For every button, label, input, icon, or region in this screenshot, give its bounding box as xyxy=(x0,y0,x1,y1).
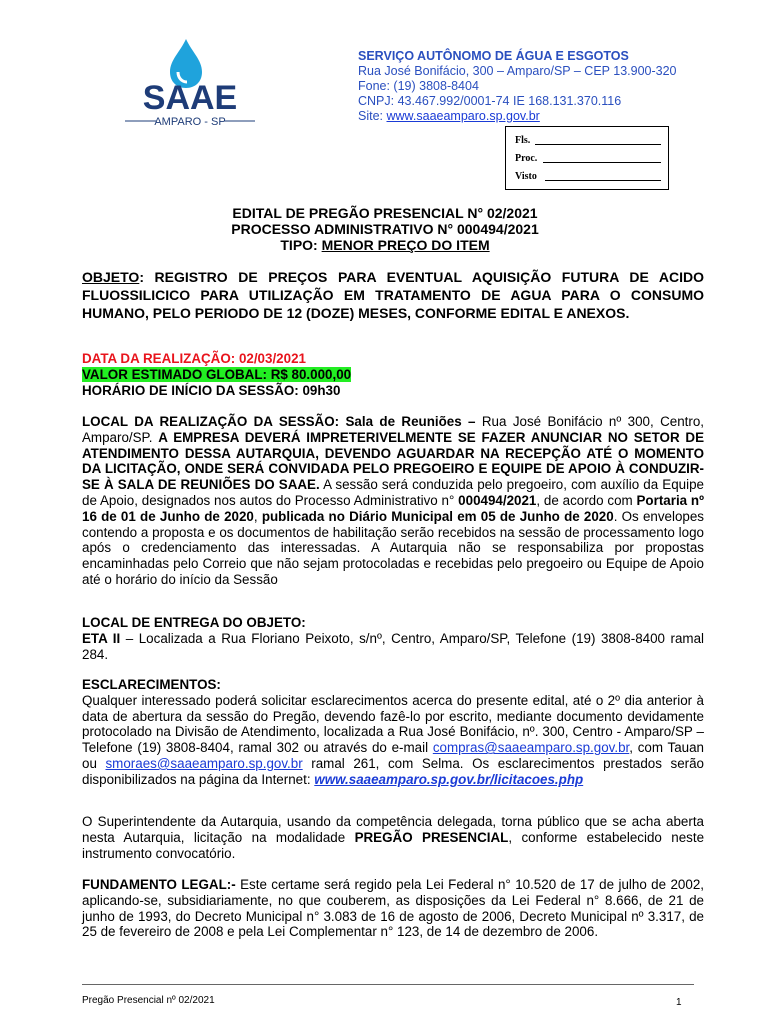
superintendente-paragraph: O Superintendente da Autarquia, usando da competência delegada, torna público que se acha aberta nesta Autarquia, licitação na modalidade PREGÃO PRESENCIAL, conforme estabelecido neste instrumento convocatório. xyxy=(82,814,705,861)
objeto-paragraph xyxy=(82,268,704,322)
site-link[interactable]: www.saaeamparo.sp.gov.br xyxy=(386,109,540,123)
title-edital: EDITAL DE PREGÃO PRESENCIAL N° 02/2021 xyxy=(232,205,538,221)
logo-subtext: AMPARO - SP xyxy=(154,116,226,128)
stamp-fls: Fls. xyxy=(515,135,531,146)
title-tipo: TIPO: MENOR PREÇO DO ITEM xyxy=(280,237,490,253)
title-tipo-value: MENOR PREÇO DO ITEM xyxy=(321,237,490,253)
title-processo: PROCESSO ADMINISTRATIVO N° 000494/2021 xyxy=(231,221,539,237)
objeto-label: OBJETO xyxy=(82,269,140,285)
objeto-text: : REGISTRO DE PREÇOS PARA EVENTUAL AQUISIÇÃO FUTURA DE ACIDO FLUOSSILICICO PARA UTILIZAÇÃO EM TRATAMENTO DE AGUA PARA O CONSUMO HUMANO, PELO PERIODO DE 12 (DOZE) MESES, CONFORME EDITAL E ANEXOS. xyxy=(82,269,704,321)
licitacoes-site-link[interactable]: www.saaeamparo.sp.gov.br/licitacoes.php xyxy=(314,771,584,787)
site-label: Site: xyxy=(358,109,387,123)
local-entrega-section: LOCAL DE ENTREGA DO OBJETO: ETA II – Localizada a Rua Floriano Peixoto, s/nº, Centro, Amparo/SP, Telefone (19) 3808-8400 ramal 284. xyxy=(82,615,705,662)
org-name: SERVIÇO AUTÔNOMO DE ÁGUA E ESGOTOS xyxy=(358,49,629,63)
esclarecimentos-section: ESCLARECIMENTOS: Qualquer interessado poderá solicitar esclarecimentos acerca do presente edital, até o 2º dia anterior à data de abertura da sessão do Pregão, devendo fazê-lo por escrito, mediante documento devidamente protocolado na Divisão de Atendimento, localizada a Rua José Bonifácio, nº. 300, Centro - Amparo/SP – Telefone (19) 3808-8404, ramal 302 ou através do e-mail compras@saaeamparo.sp.gov.br, com Tauan ou smoraes@saaeamparo.sp.gov.br ramal 261, com Selma. Os esclarecimentos prestados serão disponibilizados na página da Internet: www.saaeamparo.sp.gov.br/licitacoes.php xyxy=(82,677,704,787)
esclarecimentos-heading: ESCLARECIMENTOS: xyxy=(82,677,221,692)
org-header xyxy=(358,49,718,124)
saae-logo xyxy=(120,36,260,131)
protocol-stamp-box xyxy=(505,126,669,190)
local-sessao-label: LOCAL DA REALIZAÇÃO DA SESSÃO: Sala de Reuniões – xyxy=(82,414,476,429)
email-compras-link[interactable]: compras@saaeamparo.sp.gov.br xyxy=(432,740,630,756)
fundamento-legal-paragraph: FUNDAMENTO LEGAL:- Este certame será regido pela Lei Federal n° 10.520 de 17 de julho de 2002, aplicando-se, subsidiariamente, no que couberem, as disposições da Lei Federal n° 8.666, de 21 de junho de 1993, do Decreto Municipal n° 3.083 de 16 de agosto de 2006, Decreto Municipal nº 3.317, de 25 de fevereiro de 2008 e pela Lei Complementar n° 123, de 14 de dezembro de 2006. xyxy=(82,877,704,940)
horario-sessao: HORÁRIO DE INÍCIO DA SESSÃO: 09h30 xyxy=(82,383,341,398)
valor-estimado: VALOR ESTIMADO GLOBAL: R$ 80.000,00 xyxy=(82,367,352,382)
stamp-proc: Proc. xyxy=(515,153,538,164)
org-address: Rua José Bonifácio, 300 – Amparo/SP – CEP 13.900-320 xyxy=(358,64,677,78)
local-entrega-label: ETA II xyxy=(82,630,121,646)
org-phone: Fone: (19) 3808-8404 xyxy=(358,79,479,93)
footer-text: Pregão Presencial nº 02/2021 xyxy=(82,995,215,1006)
data-realizacao: DATA DA REALIZAÇÃO: 02/03/2021 xyxy=(82,351,306,366)
fundamento-label: FUNDAMENTO LEGAL:- xyxy=(82,877,236,892)
page-number: 1 xyxy=(676,997,682,1008)
stamp-visto: Visto xyxy=(515,171,537,182)
org-site xyxy=(358,109,718,124)
local-entrega-heading: LOCAL DE ENTREGA DO OBJETO: xyxy=(82,615,306,630)
email-smoraes-link[interactable]: smoraes@saaeamparo.sp.gov.br xyxy=(105,755,303,771)
logo-text: SAAE xyxy=(142,79,238,117)
footer-divider xyxy=(82,984,694,985)
org-cnpj: CNPJ: 43.467.992/0001-74 IE 168.131.370.116 xyxy=(358,94,622,108)
local-sessao-paragraph: LOCAL DA REALIZAÇÃO DA SESSÃO: Sala de Reuniões – Rua José Bonifácio nº 300, Centro, Amparo/SP. A EMPRESA DEVERÁ IMPRETERIVELMENTE SE FAZER ANUNCIAR NO SETOR DE ATENDIMENTO DESSA AUTARQUIA, DEVENDO AGUARDAR NA RECEPÇÃO ATÉ O MOMENTO DA LICITAÇÃO, ONDE SERÁ CONVIDADA PELO PREGOEIRO E EQUIPE DE APOIO À CONDUZIR-SE À SALA DE REUNIÕES DO SAAE. A sessão será conduzida pelo pregoeiro, com auxílio da Equipe de Apoio, designados nos autos do Processo Administrativo n° 000494/2021, de acordo com Portaria nº 16 de 01 de Junho de 2020, publicada no Diário Municipal em 05 de Junho de 2020. Os envelopes contendo a proposta e os documentos de habilitação serão recebidos na sessão de processamento logo após o credenciamento das interessadas. A Autarquia não se responsabiliza por propostas encaminhadas pelo Correio que não sejam protocoladas e recebidas pelo pregoeiro ou Equipe de Apoio até o horário do início da Sessão xyxy=(82,414,705,587)
